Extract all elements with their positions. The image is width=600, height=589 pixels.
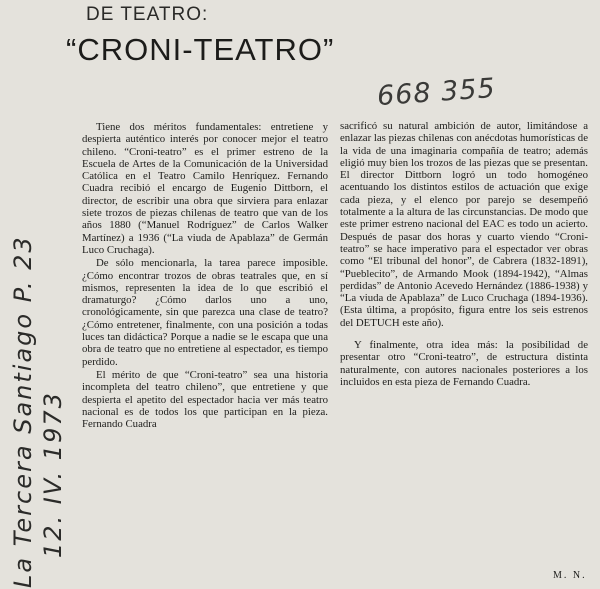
handwritten-catalog-number: 668 355 (376, 72, 497, 113)
paragraph: Tiene dos méritos fundamentales: entretiene y despierta auténtico interés por conocer mejor el teatro chileno. “Croni-teatro” es el primer estreno de la Escuela de Artes de la Comunicación de la Universidad Católica en el Teatro Camilo Henríquez. Fernando Cuadra recibió el encargo de Eugenio Dittborn, el director, de escribir una obra que sirviera para enlazar siete trozos de piezas chilenas de teatro que van de los años 1880 (“Manuel Rodríguez” de Carlos Walker Martínez) a 1936 (“La viuda de Apablaza” de Germán Luco Cruchaga). (82, 121, 328, 256)
paragraph: Y finalmente, otra idea más: la posibilidad de presentar otro “Croni-teatro”, de estructura distinta naturalmente, con autores nacionales posteriores a los incluidos en esta pieza de Fernando Cuadra. (340, 339, 588, 388)
headline: “CRONI-TEATRO” (66, 32, 335, 67)
paragraph: sacrificó su natural ambición de autor, limitándose a enlazar las piezas chilenas con anécdotas humorísticas de la vida de una imaginaria compañía de teatro; además eligió muy bien los trozos de las piezas que se presentan. El director Dittborn logró un todo homogéneo acentuando los distintos estilos de actuación que exige cada pieza, y el elenco por parejo se desempeñó totalmente a la altura de las circunstancias. De modo que este primer estreno nacional del EAC es todo un acierto. Después de pasar dos horas y cuarto viendo “Croni-teatro” se hace imperativo para el espectador ver obras como “El tribunal del honor”, de Cabrera (1832-1891), “Pueblecito”, de Armando Mook (1894-1942), “Almas perdidas” de Antonio Acevedo Hernández (1886-1938) y “La viuda de Apablaza” de Luco Cruchaga (1894-1936). (Esta última, a propósito, figura entre los seis estrenos del DETUCH este año). (340, 120, 588, 329)
author-signature: M. N. (553, 570, 587, 581)
handwritten-ref: Santiago P. 23 (9, 235, 37, 434)
paragraph: De sólo mencionarla, la tarea parece imposible. ¿Cómo encontrar trozos de obras teatrales que, en sí mismos, representen la idea de lo que escribió el dramaturgo? ¿Cómo darlos uno a uno, cronológicamente, sin que parezca una clase de teatro? ¿Cómo entretener, finalmente, con una posición a todas luces tan didáctica? Porque a nadie se le escapa que una obra de teatro que no entretiene al espectador, es tiempo perdido. (82, 257, 328, 368)
handwritten-margin-note (8, 235, 68, 588)
article-column-1 (82, 121, 328, 431)
handwritten-source: La Tercera (9, 443, 37, 588)
section-kicker: DE TEATRO: (86, 4, 209, 25)
handwritten-date: 12. IV. 1973 (39, 391, 67, 558)
article-column-2 (340, 120, 588, 389)
paragraph: El mérito de que “Croni-teatro” sea una historia incompleta del teatro chileno”, que entretiene y que despierta el apetito del espectador hacia ver más teatro nacional es de todos los que participan en la pieza. Fernando Cuadra (82, 368, 328, 431)
